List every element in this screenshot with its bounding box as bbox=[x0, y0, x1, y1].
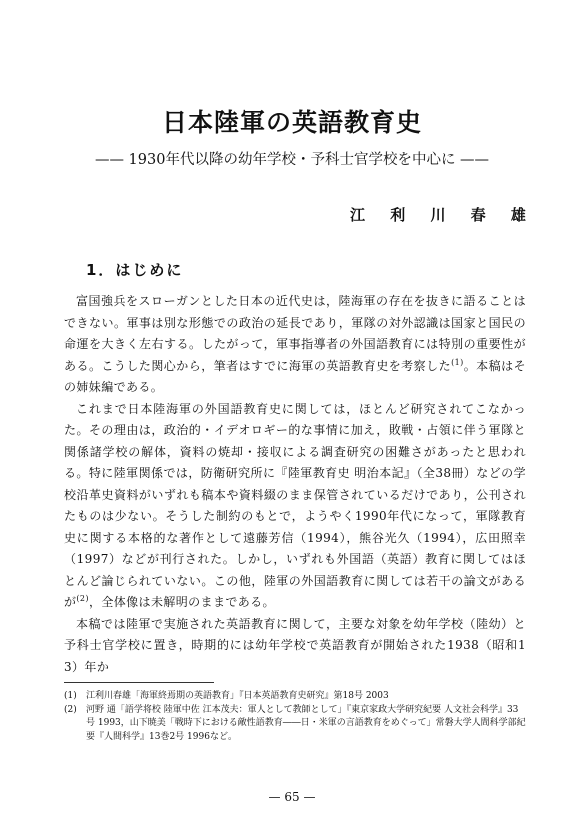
footnote-divider bbox=[64, 682, 214, 683]
paragraph-text: 。本稿はその姉妹編である。 bbox=[64, 358, 526, 394]
footnote-mark: (2) bbox=[64, 704, 77, 715]
body-text bbox=[64, 291, 526, 678]
author-name: 江 利 川 春 雄 bbox=[350, 206, 529, 224]
footnote-text: 河野 通「語学将校 陸軍中佐 江本茂夫：軍人として教師として」『東京家政大学研究紀要 人文社会科学』33号 1993，山下暁美「戦時下における敵性語教育――日・米軍の言語教育をめぐって」常磐大学人間科学部紀要『人間科学』13巻2号 1996など。 bbox=[86, 704, 526, 742]
footnote bbox=[64, 690, 526, 704]
paper-subtitle: —— 1930年代以降の幼年学校・予科士官学校を中心に —— bbox=[94, 152, 490, 168]
section-heading: 1．はじめに bbox=[86, 261, 184, 279]
paragraph-text: 本稿では陸軍で実施された英語教育に関して，主要な対象を幼年学校（陸幼）と予科士官学校に置き，時期的には幼年学校で英語教育が開始された1938（昭和13）年か bbox=[64, 616, 526, 674]
footnotes bbox=[64, 690, 526, 744]
paragraph-text: 富国強兵をスローガンとした日本の近代史は，陸海軍の存在を抜きに語ることはできない。軍事は別な形態での政治の延長であり，軍隊の対外認識は国家と国民の命運を大きく左右する。したがって，軍事指導者の外国語教育には特別の重要性がある。こうした関心から，筆者はすでに海軍の英語教育史を考察した bbox=[64, 294, 526, 373]
footnote bbox=[64, 704, 526, 745]
footnote-ref: (2) bbox=[76, 594, 89, 603]
footnote-text: 江利川春雄「海軍終焉期の英語教育」『日本英語教育史研究』第18号 2003 bbox=[86, 691, 389, 701]
paragraph bbox=[64, 291, 526, 399]
paper-title: 日本陸軍の英語教育史 bbox=[161, 108, 422, 137]
page-number: — 65 — bbox=[268, 790, 316, 804]
paragraph-text: ，全体像は未解明のままである。 bbox=[88, 595, 275, 609]
footnote-ref: (1) bbox=[451, 357, 464, 367]
paragraph-text: これまで日本陸海軍の外国語教育史に関しては，ほとんど研究されてこなかった。その理由は，政治的・イデオロギー的な事情に加え，敗戦・占領に伴う軍隊と関係諸学校の解体，資料の焼却・接収による調査研究の困難さがあったと思われる。特に陸軍関係では，防衛研究所に『陸軍教育史 明治本記』（全38冊）などの学校沿革史資料がいずれも稿本や資料綴のまま保管されているだけであり，公刊されたものは少ない。そうした制約のもとで，ようやく1990年代になって，軍隊教育史に関する本格的な著作として遠藤芳信（1994），熊谷光久（1994），広田照幸（1997）などが刊行された。しかし，いずれも外国語（英語）教育に関してはほとんど論じられていない。この他，陸軍の外国語教育に関しては若干の論文があるが bbox=[64, 401, 526, 609]
paragraph bbox=[64, 399, 526, 614]
paragraph bbox=[64, 614, 526, 679]
footnote-mark: (1) bbox=[64, 691, 77, 701]
